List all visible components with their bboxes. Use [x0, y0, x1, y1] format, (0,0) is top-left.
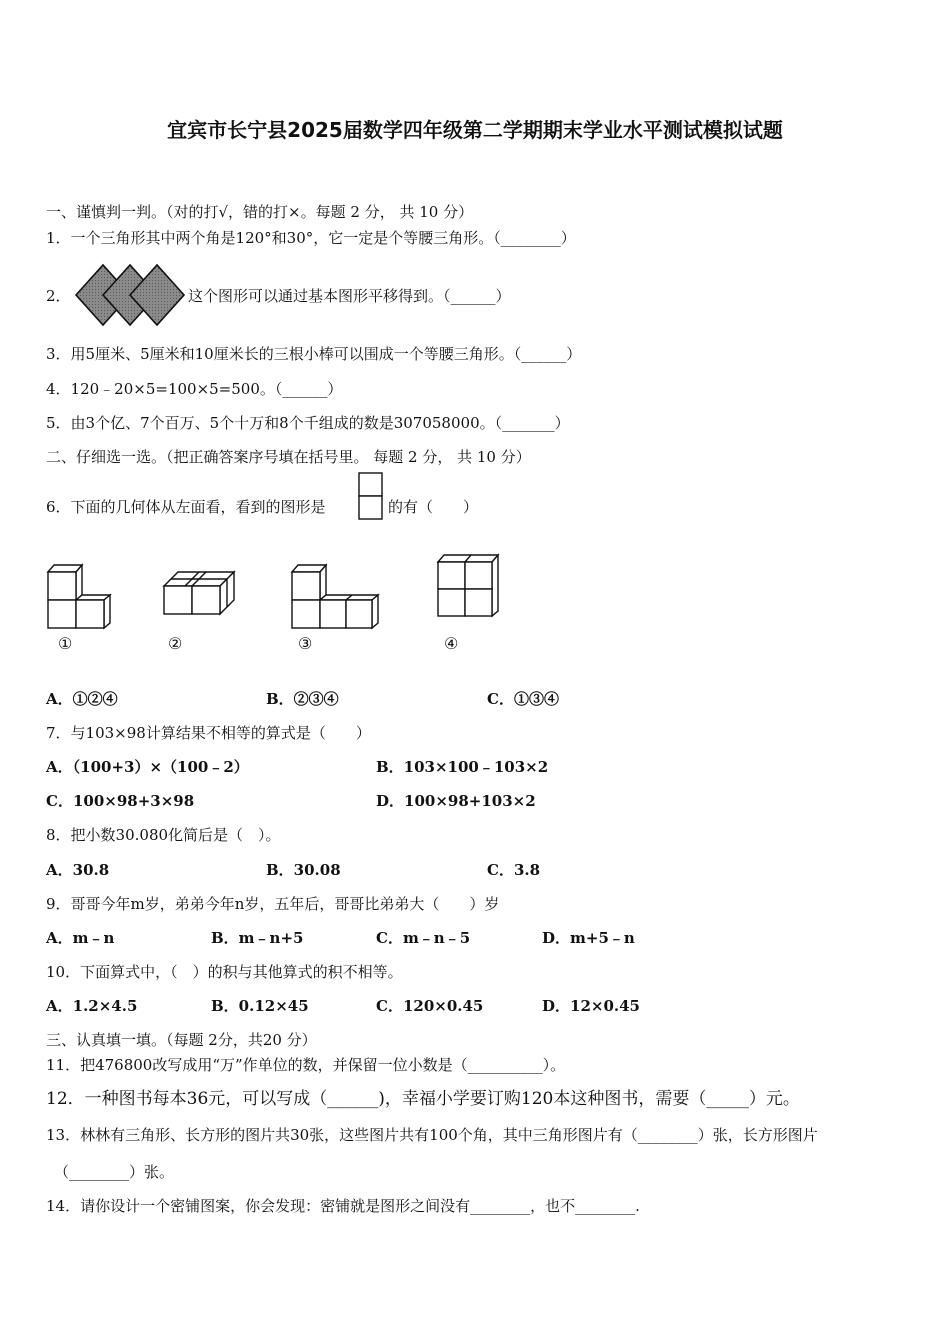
question-13: 13．林林有三角形、长方形的图片共30张，这些图片共有100个角，其中三角形图片有（________）张，长方形图片	[46, 1126, 818, 1144]
section-1-heading: 一、谨慎判一判。（对的打√，错的打×。每题 2 分， 共 10 分）	[46, 203, 474, 221]
q6-solid-3	[286, 562, 384, 632]
question-14: 14．请你设计一个密铺图案，你会发现：密铺就是图形之间没有________，也不________.	[46, 1197, 640, 1215]
question-7: 7．与103×98计算结果不相等的算式是（ ）	[46, 724, 371, 742]
page-title: 宜宾市长宁县2025届数学四年级第二学期期末学业水平测试模拟试题	[167, 118, 783, 142]
question-13-cont: （________）张。	[54, 1163, 175, 1181]
question-1: 1．一个三角形其中两个角是120°和30°，它一定是个等腰三角形。（________）	[46, 229, 576, 247]
q8-option-c[interactable]: C．3.8	[487, 861, 541, 879]
q6-solid-4	[434, 552, 504, 620]
question-12: 12．一种图书每本36元，可以写成（______)，幸福小学要订购120本这种图书，需要（_____）元。	[46, 1089, 800, 1109]
question-10: 10．下面算式中，（ ）的积与其他算式的积不相等。	[46, 963, 403, 981]
q8-option-a[interactable]: A．30.8	[46, 861, 110, 879]
question-3: 3．用5厘米、5厘米和10厘米长的三根小棒可以围成一个等腰三角形。（______）	[46, 345, 582, 363]
question-6-text: 6．下面的几何体从左面看，看到的图形是	[46, 498, 326, 516]
q10-option-a[interactable]: A．1.2×4.5	[46, 997, 138, 1015]
question-8: 8．把小数30.080化简后是（ ）。	[46, 826, 281, 844]
q10-option-c[interactable]: C．120×0.45	[376, 997, 484, 1015]
q6-option-b[interactable]: B．②③④	[266, 690, 339, 708]
q6-label-4: ④	[444, 634, 459, 653]
q10-option-d[interactable]: D．12×0.45	[542, 997, 640, 1015]
q6-label-2: ②	[168, 634, 183, 653]
question-6-text-end: 的有（ ）	[388, 498, 479, 516]
q6-left-view-icon	[358, 472, 384, 522]
question-5: 5．由3个亿、7个百万、5个十万和8个千组成的数是307058000。（_______）	[46, 414, 570, 432]
q8-option-b[interactable]: B．30.08	[266, 861, 341, 879]
section-3-heading: 三、认真填一填。（每题 2分，共20 分）	[46, 1031, 317, 1049]
q7-option-b[interactable]: B．103×100﹣103×2	[376, 758, 549, 776]
q10-option-b[interactable]: B．0.12×45	[211, 997, 309, 1015]
q6-option-c[interactable]: C．①③④	[487, 690, 559, 708]
q6-solid-1	[44, 562, 116, 632]
question-9: 9．哥哥今年m岁，弟弟今年n岁，五年后，哥哥比弟弟大（ ）岁	[46, 895, 500, 913]
q9-option-a[interactable]: A．m﹣n	[46, 929, 115, 947]
q9-option-c[interactable]: C．m﹣n﹣5	[376, 929, 471, 947]
q7-option-c[interactable]: C．100×98+3×98	[46, 792, 195, 810]
q6-label-3: ③	[298, 634, 313, 653]
section-2-heading: 二、仔细选一选。（把正确答案序号填在括号里。 每题 2 分， 共 10 分）	[46, 448, 531, 466]
q7-option-d[interactable]: D．100×98+103×2	[376, 792, 536, 810]
question-11: 11．把476800改写成用“万”作单位的数，并保留一位小数是（__________）。	[46, 1056, 566, 1074]
q6-option-a[interactable]: A．①②④	[46, 690, 118, 708]
q6-label-1: ①	[58, 634, 73, 653]
question-2-number: 2．	[46, 287, 71, 305]
q2-diamond-figure	[74, 262, 188, 328]
q9-option-b[interactable]: B．m﹣n+5	[211, 929, 304, 947]
question-4: 4．120﹣20×5=100×5=500。（______）	[46, 380, 343, 398]
question-2-text: 这个图形可以通过基本图形平移得到。（______）	[188, 287, 511, 305]
q7-option-a[interactable]: A．（100+3）×（100﹣2）	[46, 758, 249, 776]
q6-solid-2	[160, 564, 240, 620]
q9-option-d[interactable]: D．m+5﹣n	[542, 929, 635, 947]
